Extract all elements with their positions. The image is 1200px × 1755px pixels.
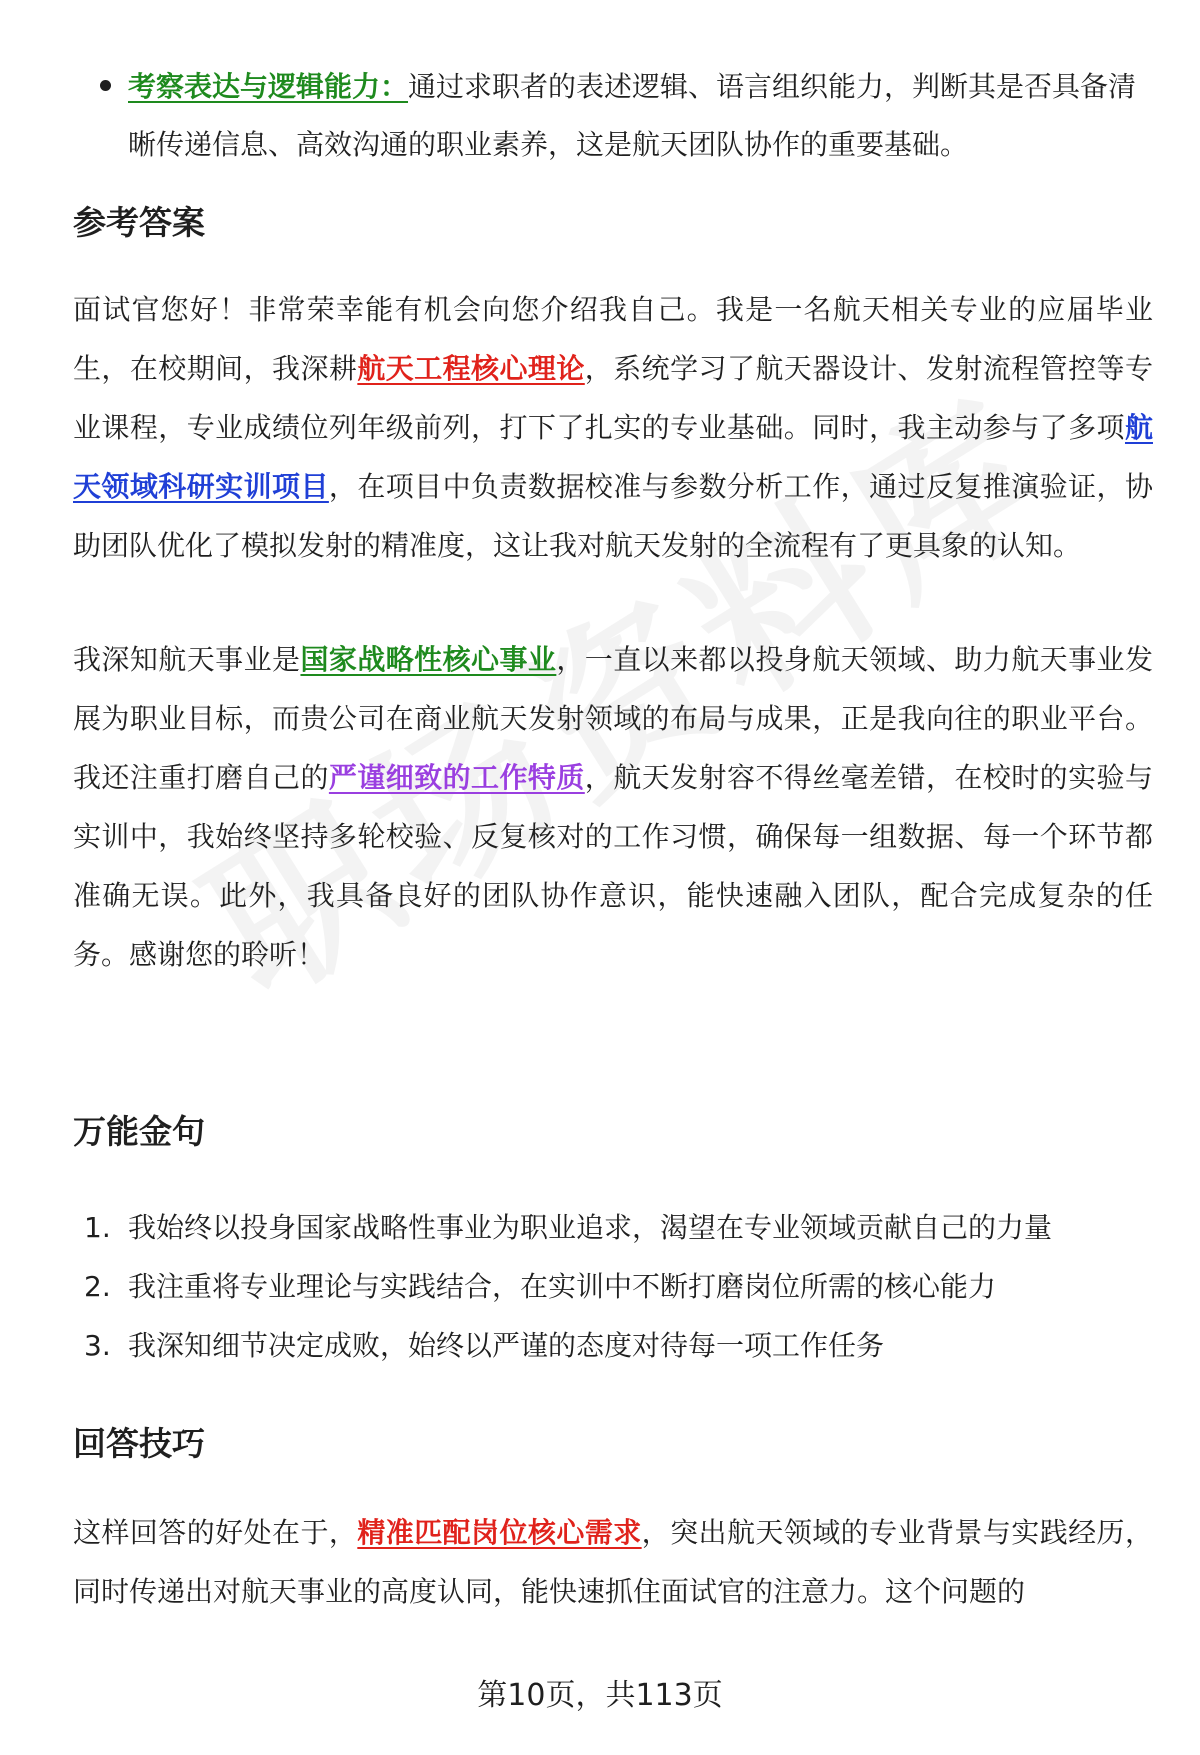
- section-title-reference-answer: 参考答案: [73, 203, 205, 242]
- list-text: 我注重将专业理论与实践结合，在实训中不断打磨岗位所需的核心能力: [128, 1270, 997, 1303]
- highlight-match-core-needs: 精准匹配岗位核心需求: [357, 1516, 642, 1549]
- list-item: [84, 1316, 1144, 1375]
- golden-sentence-list: [84, 1198, 1144, 1375]
- answer-paragraph-2: [73, 630, 1153, 984]
- text-run: ，在项目中负责数据校准与参数分析工作，通过反复推演验证，协助团队优化了模拟发射的精准度，这让我对航天发射的全流程有了更具象的认知。: [73, 470, 1153, 562]
- text-run: 我深知航天事业是: [73, 643, 301, 676]
- text-run: ，突出航天领域的专业背景与实践经历，同时传递出对航天事业的高度认同，能快速抓住面试官的注意力。这个问题的: [73, 1516, 1153, 1608]
- text-run: ，系统学习了航天器设计、发射流程管控等专业课程，专业成绩位列年级前列，打下了扎实的专业基础。同时，我主动参与了多项: [73, 352, 1153, 444]
- text-run: 面试官您好！非常荣幸能有机会向您介绍我自己。我是一名航天相关专业的应届毕业生，在校期间，我深耕: [73, 293, 1153, 385]
- bullet-item: [128, 58, 1148, 174]
- bullet-label: 考察表达与逻辑能力：: [128, 70, 409, 103]
- text-run: ，航天发射容不得丝毫差错，在校时的实验与实训中，我始终坚持多轮校验、反复核对的工作习惯，确保每一组数据、每一个环节都准确无误。此外，我具备良好的团队协作意识，能快速融入团队，配合完成复杂的任务。感谢您的聆听！: [73, 761, 1153, 971]
- highlight-research-projects: 航天领域科研实训项目: [73, 411, 1153, 503]
- highlight-rigorous-trait: 严谨细致的工作特质: [328, 761, 585, 794]
- list-item: [84, 1198, 1144, 1257]
- page-number-footer: 第10页，共113页: [477, 1678, 723, 1713]
- list-item: [84, 1257, 1144, 1316]
- list-number: 2.: [84, 1270, 111, 1303]
- tips-paragraph: [73, 1503, 1153, 1621]
- text-run: 这样回答的好处在于，: [73, 1516, 358, 1549]
- list-number: 3.: [84, 1329, 111, 1362]
- bullet-dot-icon: [100, 80, 111, 91]
- highlight-strategic-career: 国家战略性核心事业: [300, 643, 557, 676]
- text-run: ，一直以来都以投身航天领域、助力航天事业发展为职业目标，而贵公司在商业航天发射领域的布局与成果，正是我向往的职业平台。我还注重打磨自己的: [73, 643, 1153, 794]
- list-number: 1.: [84, 1211, 111, 1244]
- highlight-core-theory: 航天工程核心理论: [357, 352, 585, 385]
- section-title-tips: 回答技巧: [73, 1424, 205, 1463]
- section-title-golden-sentences: 万能金句: [73, 1112, 205, 1151]
- list-text: 我深知细节决定成败，始终以严谨的态度对待每一项工作任务: [128, 1329, 885, 1362]
- list-text: 我始终以投身国家战略性事业为职业追求，渴望在专业领域贡献自己的力量: [128, 1211, 1053, 1244]
- bullet-text: 通过求职者的表述逻辑、语言组织能力，判断其是否具备清晰传递信息、高效沟通的职业素养，这是航天团队协作的重要基础。: [128, 70, 1137, 161]
- answer-paragraph-1: [73, 280, 1153, 575]
